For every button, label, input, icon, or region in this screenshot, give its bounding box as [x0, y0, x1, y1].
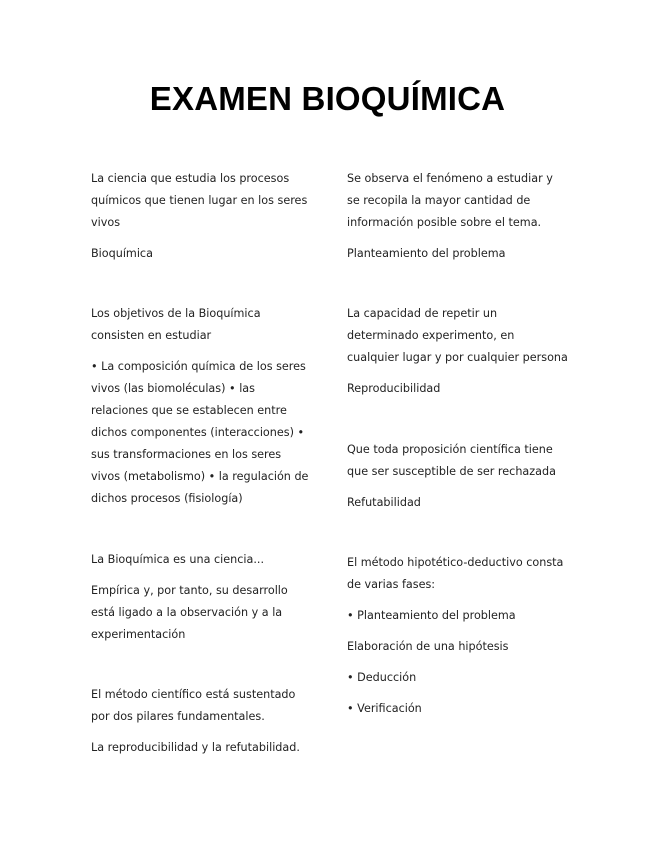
question-text: Que toda proposición científica tiene que ser susceptible de ser rechazada	[347, 443, 556, 478]
right-card-4	[347, 552, 569, 729]
left-card-4	[91, 684, 313, 768]
answer-text: Reproducibilidad	[347, 382, 441, 395]
phase-item: • Planteamiento del problema	[347, 609, 516, 622]
answer-text: Empírica y, por tanto, su desarrollo está ligado a la observación y a la experimentación	[91, 584, 288, 641]
question-text: El método hipotético-deductivo consta de varias fases:	[347, 556, 564, 591]
right-card-2	[347, 303, 569, 409]
question-text: La capacidad de repetir un determinado experimento, en cualquier lugar y por cualquier persona	[347, 307, 568, 364]
phase-item: • Deducción	[347, 671, 417, 684]
question-text: Se observa el fenómeno a estudiar y se recopila la mayor cantidad de información posible sobre el tema.	[347, 172, 553, 229]
answer-text: La reproducibilidad y la refutabilidad.	[91, 741, 300, 754]
right-card-3	[347, 439, 569, 523]
phase-item: Elaboración de una hipótesis	[347, 640, 509, 653]
page-title: EXAMEN BIOQUÍMICA	[149, 80, 506, 117]
left-card-3	[91, 549, 313, 655]
question-text: La Bioquímica es una ciencia...	[91, 553, 265, 566]
right-card-1	[347, 168, 569, 274]
phase-item: • Verificación	[347, 702, 422, 715]
question-text: El método científico está sustentado por dos pilares fundamentales.	[91, 688, 296, 723]
answer-text: • La composición química de los seres vivos (las biomoléculas) • las relaciones que se establecen entre dichos componentes (interacciones) • sus transformaciones en los seres vivos (metabolismo) • la regulación de dichos procesos (fisiología)	[91, 360, 309, 505]
question-text: La ciencia que estudia los procesos químicos que tienen lugar en los seres vivos	[91, 172, 308, 229]
answer-text: Bioquímica	[91, 247, 153, 260]
question-text: Los objetivos de la Bioquímica consisten en estudiar	[91, 307, 261, 342]
answer-text: Planteamiento del problema	[347, 247, 506, 260]
left-card-1	[91, 168, 313, 274]
answer-text: Refutabilidad	[347, 496, 421, 509]
left-card-2	[91, 303, 313, 519]
